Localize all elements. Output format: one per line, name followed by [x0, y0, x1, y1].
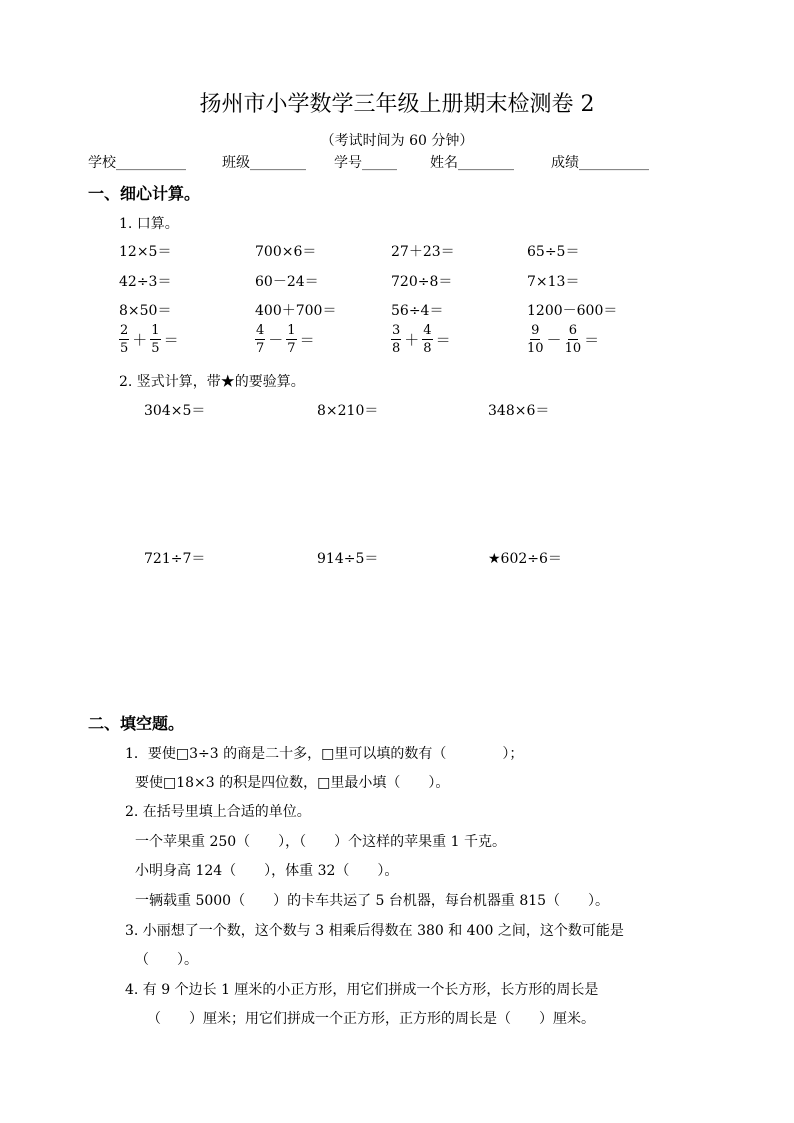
vertical-problem: 914÷5＝ — [317, 551, 379, 567]
field-school[interactable]: 学校__________ — [88, 155, 186, 171]
fill-blank-line: 2. 在括号里填上合适的单位。 — [125, 804, 311, 820]
denominator: 7 — [287, 341, 296, 356]
fraction-problem — [119, 324, 179, 355]
equals-sign: ＝ — [299, 331, 315, 349]
operator: － — [546, 331, 562, 349]
fill-blank-line: 4. 有 9 个边长 1 厘米的小正方形，用它们拼成一个长方形，长方形的周长是 — [125, 982, 599, 998]
oral-problem: 27＋23＝ — [391, 244, 455, 260]
fill-blank-line: 要使□18×3 的积是四位数，□里最小填（ ）。 — [135, 775, 450, 791]
numerator: 3 — [392, 323, 401, 338]
section-2-heading: 二、填空题。 — [88, 714, 185, 733]
fraction — [391, 324, 401, 355]
operator: － — [268, 331, 284, 349]
oral-problem: 65÷5＝ — [527, 244, 580, 260]
denominator: 8 — [392, 341, 401, 356]
denominator: 10 — [564, 341, 582, 356]
fill-blank-line: 3. 小丽想了一个数，这个数与 3 相乘后得数在 380 和 400 之间，这个数可能是 — [125, 923, 624, 939]
vertical-problem: 348×6＝ — [488, 403, 550, 419]
numerator: 1 — [151, 323, 160, 338]
equals-sign: ＝ — [435, 331, 451, 349]
fill-blank-line: （ ）。 — [135, 952, 198, 968]
equals-sign: ＝ — [163, 331, 179, 349]
field-name[interactable]: 姓名________ — [430, 155, 514, 171]
oral-problem: 7×13＝ — [527, 274, 580, 290]
question-1-label: 1. 口算。 — [119, 216, 179, 232]
fraction-problem — [255, 324, 315, 355]
numerator: 1 — [287, 323, 296, 338]
fraction — [286, 324, 296, 355]
fraction — [255, 324, 265, 355]
section-1-heading: 一、细心计算。 — [88, 184, 201, 203]
fraction — [565, 324, 582, 355]
denominator: 7 — [256, 341, 265, 356]
denominator: 5 — [151, 341, 160, 356]
operator: ＋ — [404, 331, 420, 349]
numerator: 2 — [120, 323, 129, 338]
field-score[interactable]: 成绩__________ — [551, 155, 649, 171]
numerator: 4 — [256, 323, 265, 338]
vertical-problem: 304×5＝ — [144, 403, 206, 419]
question-2-label: 2. 竖式计算，带★的要验算。 — [119, 374, 305, 390]
fraction — [422, 324, 432, 355]
oral-problem: 60－24＝ — [255, 274, 319, 290]
field-student-number[interactable]: 学号_____ — [334, 155, 397, 171]
oral-problem: 720÷8＝ — [391, 274, 453, 290]
oral-problem: 1200－600＝ — [527, 303, 618, 319]
denominator: 8 — [423, 341, 432, 356]
vertical-problem: 8×210＝ — [317, 403, 379, 419]
oral-problem: 8×50＝ — [119, 303, 172, 319]
fraction — [150, 324, 160, 355]
oral-problem: 400＋700＝ — [255, 303, 337, 319]
denominator: 10 — [527, 341, 544, 356]
fraction — [527, 324, 544, 355]
fraction-problem — [527, 324, 599, 355]
oral-problem: 56÷4＝ — [391, 303, 444, 319]
fill-blank-line: 1．要使□3÷3 的商是二十多，□里可以填的数有（ ）； — [125, 746, 524, 762]
oral-problem: 12×5＝ — [119, 244, 172, 260]
fill-blank-line: 一个苹果重 250（ ），（ ）个这样的苹果重 1 千克。 — [135, 834, 506, 850]
operator: ＋ — [132, 331, 148, 349]
field-class[interactable]: 班级________ — [222, 155, 306, 171]
fill-blank-line: （ ）厘米；用它们拼成一个正方形，正方形的周长是（ ）厘米。 — [147, 1011, 595, 1027]
fill-blank-line: 小明身高 124（ ），体重 32（ ）。 — [135, 863, 399, 879]
denominator: 5 — [120, 341, 129, 356]
fill-blank-line: 一辆载重 5000（ ）的卡车共运了 5 台机器，每台机器重 815（ ）。 — [135, 893, 610, 909]
oral-problem: 700×6＝ — [255, 244, 317, 260]
numerator: 4 — [423, 323, 432, 338]
equals-sign: ＝ — [584, 331, 600, 349]
page-title: 扬州市小学数学三年级上册期末检测卷 2 — [199, 92, 595, 117]
exam-duration: （考试时间为 60 分钟） — [320, 133, 474, 149]
fraction — [119, 324, 129, 355]
numerator: 9 — [531, 323, 540, 338]
numerator: 6 — [568, 323, 577, 338]
vertical-problem-with-check: ★602÷6＝ — [488, 551, 562, 567]
fraction-problem — [391, 324, 451, 355]
oral-problem: 42÷3＝ — [119, 274, 172, 290]
vertical-problem: 721÷7＝ — [144, 551, 206, 567]
